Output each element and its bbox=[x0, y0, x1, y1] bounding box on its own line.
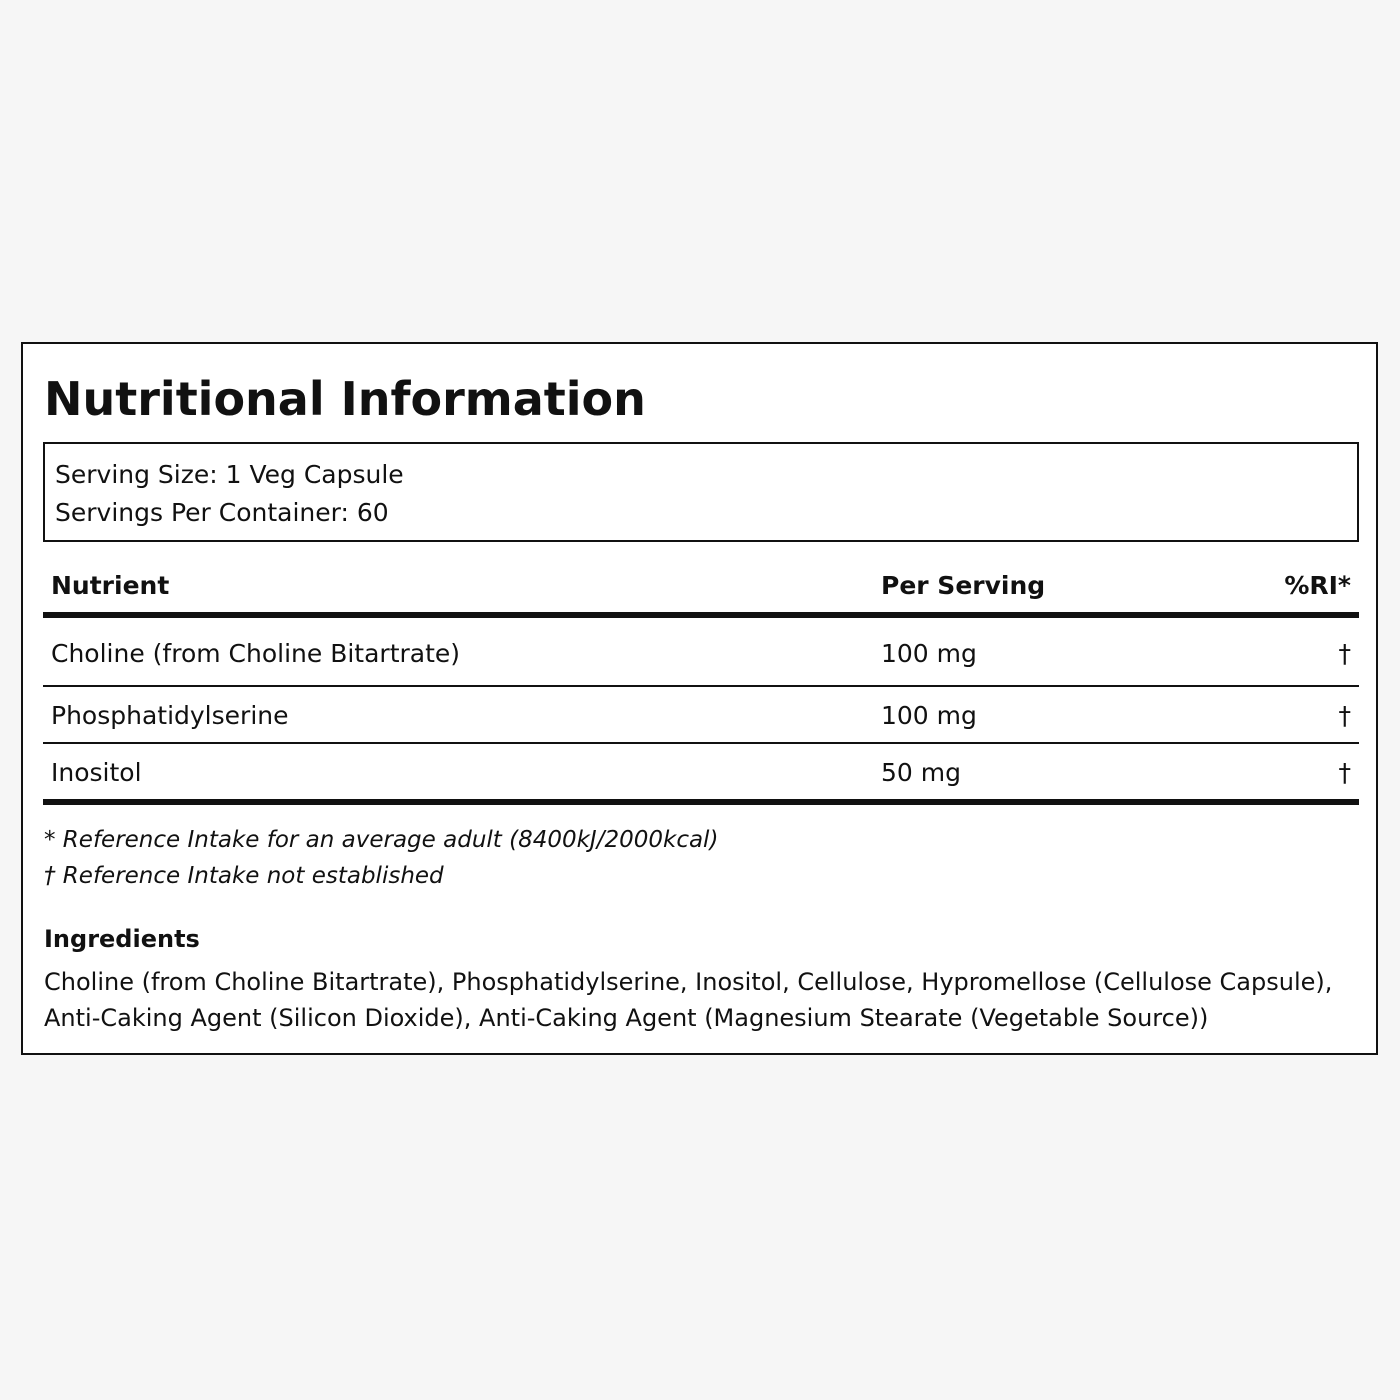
ingredients-line: Choline (from Choline Bitartrate), Phosphatidylserine, Inositol, Cellulose, Hypromellose (Cellulose Capsule), bbox=[44, 968, 1333, 996]
ingredients-text bbox=[44, 964, 1364, 1036]
nutrient-amount: 100 mg bbox=[881, 701, 977, 730]
table-header-row bbox=[43, 564, 1359, 618]
nutrient-amount: 100 mg bbox=[881, 639, 977, 668]
footnote-reference-intake: * Reference Intake for an average adult (8400kJ/2000kcal) bbox=[44, 827, 719, 853]
nutrient-ri: † bbox=[1338, 639, 1351, 668]
table-row bbox=[43, 744, 1359, 805]
nutrition-panel bbox=[21, 342, 1378, 1055]
nutrient-name: Choline (from Choline Bitartrate) bbox=[51, 639, 461, 668]
ingredients-heading: Ingredients bbox=[44, 925, 200, 953]
table-row bbox=[43, 618, 1359, 687]
page-title: Nutritional Information bbox=[44, 372, 646, 426]
header-nutrient: Nutrient bbox=[51, 571, 170, 600]
header-per-serving: Per Serving bbox=[881, 571, 1046, 600]
table-row bbox=[43, 687, 1359, 744]
footnotes bbox=[44, 822, 718, 894]
serving-info-box bbox=[43, 442, 1359, 542]
serving-size: Serving Size: 1 Veg Capsule bbox=[55, 460, 404, 489]
header-ri: %RI* bbox=[1284, 571, 1351, 600]
nutrient-ri: † bbox=[1338, 758, 1351, 787]
ingredients-line: Anti-Caking Agent (Silicon Dioxide), Anti-Caking Agent (Magnesium Stearate (Vegetable Source)) bbox=[44, 1004, 1209, 1032]
nutrient-name: Inositol bbox=[51, 758, 142, 787]
footnote-not-established: † Reference Intake not established bbox=[44, 863, 444, 889]
nutrient-table bbox=[43, 564, 1359, 805]
nutrient-name: Phosphatidylserine bbox=[51, 701, 289, 730]
servings-per-container: Servings Per Container: 60 bbox=[55, 498, 389, 527]
nutrient-ri: † bbox=[1338, 701, 1351, 730]
nutrient-amount: 50 mg bbox=[881, 758, 961, 787]
